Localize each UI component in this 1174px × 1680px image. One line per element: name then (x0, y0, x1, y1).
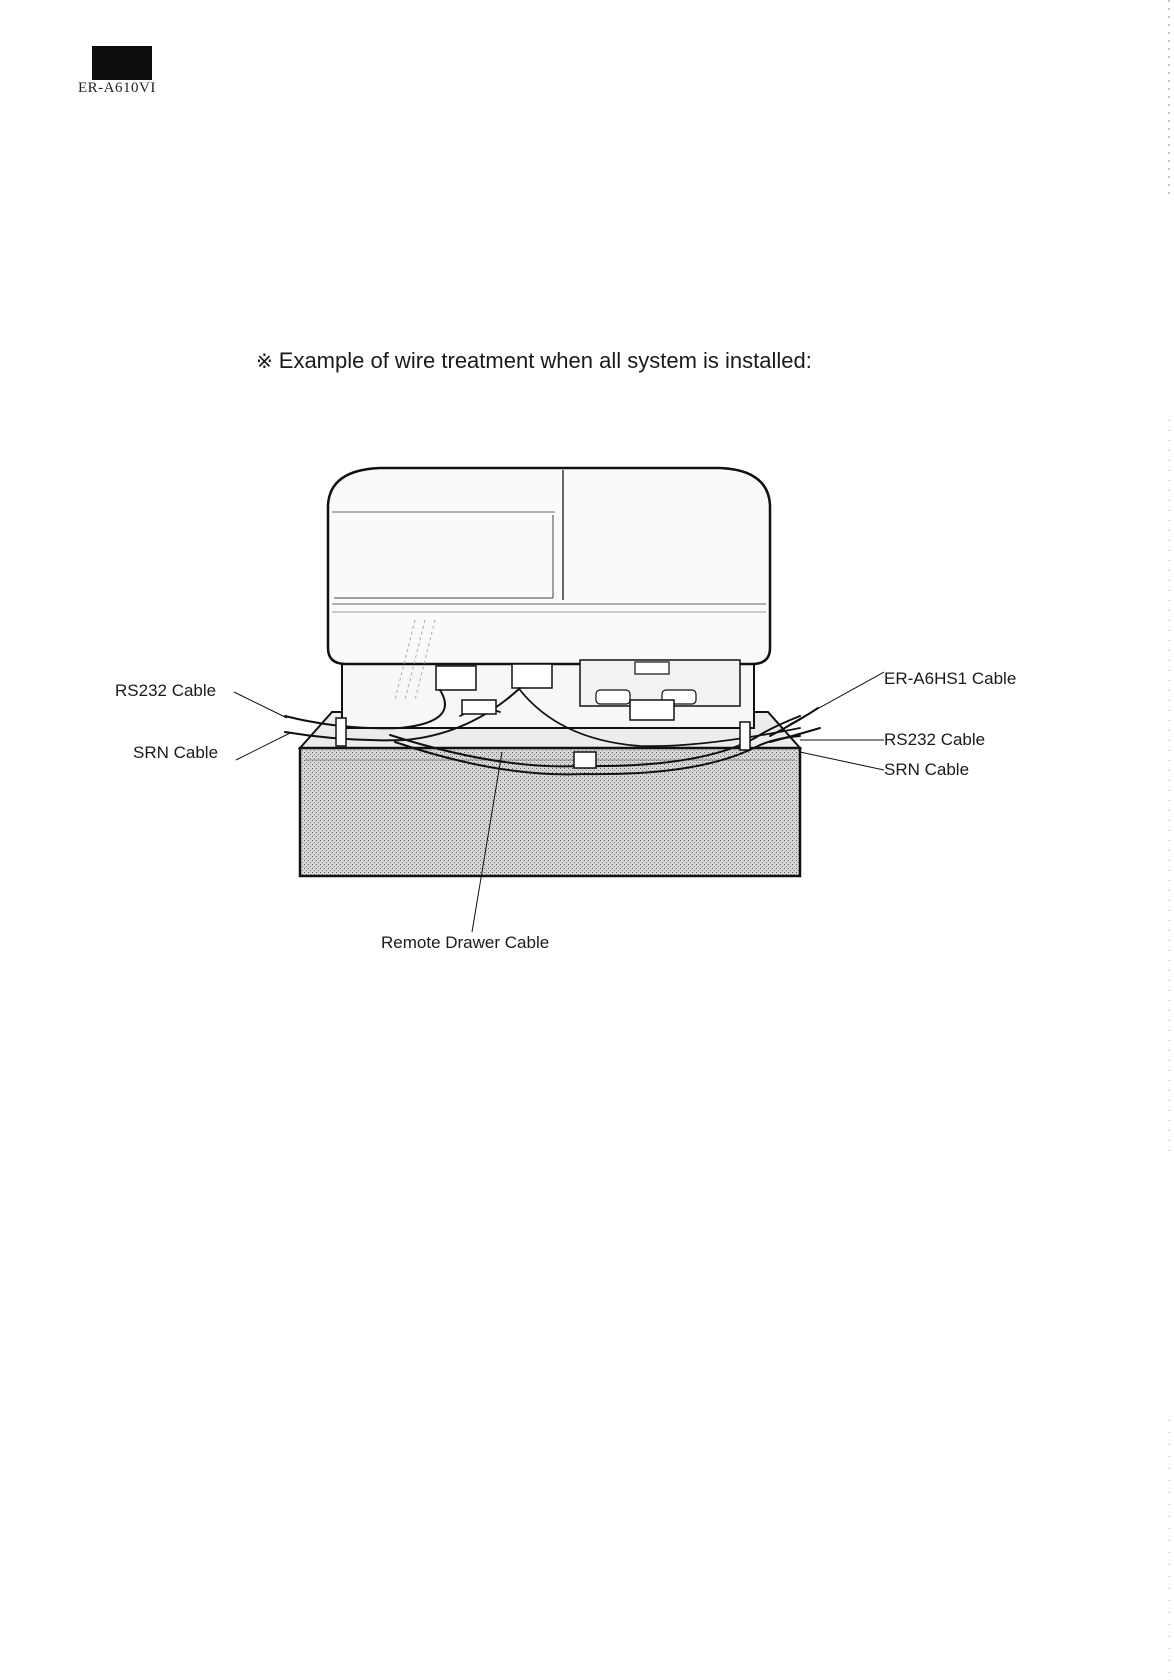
model-number: ER-A610VI (78, 80, 156, 96)
scan-edge-marks (1162, 0, 1174, 1680)
reference-mark-icon: ※ (256, 351, 273, 373)
callout-rs232-right: RS232 Cable (884, 730, 986, 749)
figure-caption-text: Example of wire treatment when all system is installed: (278, 348, 812, 373)
callout-rs232-left: RS232 Cable (115, 681, 217, 700)
callout-er-a6hs1: ER-A6HS1 Cable (884, 669, 1017, 688)
callout-srn-left: SRN Cable (133, 743, 219, 762)
callout-srn-right: SRN Cable (884, 760, 970, 779)
cash-drawer (300, 712, 800, 876)
printer-unit (328, 468, 770, 728)
callout-remote-drawer: Remote Drawer Cable (381, 933, 550, 952)
